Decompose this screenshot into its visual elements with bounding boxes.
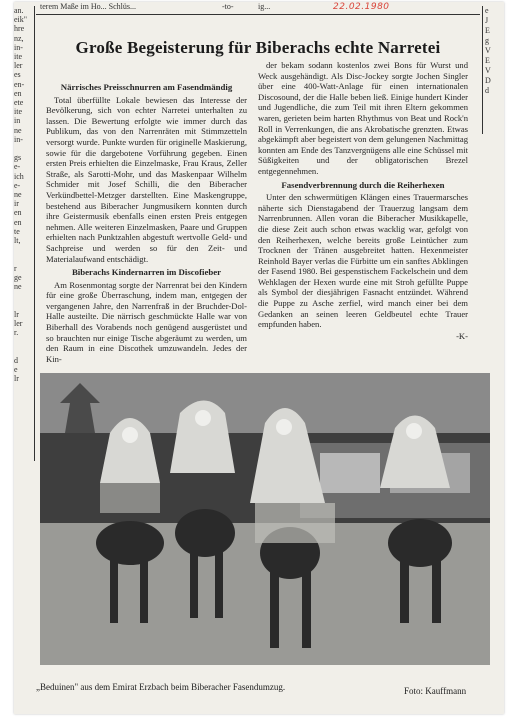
left-fragment-line: ete bbox=[14, 98, 24, 108]
paragraph: der bekam sodann kostenlos zwei Bons für Wurst und Weck ausgehändigt. Als Disc-Jockey sorgte Jochen Singler über eine 400-Watt-Anlage für einen internationalen Discosound, der die Halle beben ließ. Einige hundert Kinder und Jugendliche, die zum Teil mit ihren Eltern gekommen waren, gerieten beim harten Rhythmus von Beat und Rock'n Roll in Verrenkungen, die ans Akrobatische grenzten. Etwas abgekämpft aber begeistert von dem gelungenen Nachmittag konnten am Ende des Tanzvergnügens alle eine Schüssel mit Süßigkeiten und der obligatorischen Brezel entgegennehmen. bbox=[258, 60, 468, 176]
left-fragment-line: ite bbox=[14, 107, 22, 117]
right-fragment-line: g bbox=[485, 36, 489, 45]
right-fragment-line: E bbox=[485, 26, 490, 35]
article-column-left bbox=[46, 60, 247, 364]
right-fragment-line: V bbox=[485, 66, 491, 75]
left-fragment-line: nz, bbox=[14, 33, 24, 43]
paragraph: Am Rosenmontag sorgte der Narrenrat bei den Kindern für eine große Überraschung, indem man, entgegen der vergangenen Jahre, den Narrenfraß in der Bruchder-Dol-Halle austeilte. Die närrisch geschmückte Halle war von Biberhall des Vorabends noch genügend ausgerüstet und so brauchten nur einige Tische abgeräumt zu werden, um den Raum in eine Discothek umzuwandeln. Jedes der Kin- bbox=[46, 279, 247, 364]
left-fragment-line: ne bbox=[14, 282, 22, 292]
left-fragment-line: lt, bbox=[14, 236, 21, 246]
top-strip bbox=[40, 2, 480, 14]
left-fragment-line: in- bbox=[14, 134, 23, 144]
right-fragment-line: D bbox=[485, 76, 491, 85]
left-fragment-line: en bbox=[14, 217, 22, 227]
left-fragment-line: hre bbox=[14, 24, 25, 34]
left-fragment-line: e bbox=[14, 364, 18, 374]
left-fragment-line bbox=[14, 144, 34, 153]
section-heading: Närrisches Preisschnurren am Fasendmändig bbox=[60, 82, 233, 92]
left-fragment-line: ite bbox=[14, 52, 22, 62]
left-fragment-line: es bbox=[14, 70, 21, 80]
left-fragment-line bbox=[14, 347, 34, 356]
paragraph: Unter den schwermütigen Klängen eines Trauermarsches näherte sich Dienstagabend der Trauerzug langsam dem Narrenbrunnen. Allen voran die Biberacher Musikkapelle, die diese Zeit auch schon etwas wacklig war, gefolgt von den Reiherhexen, welche bereits große Leintücher zum Trocknen der Tränen ausgebreitet hatten. Hexenmeister Reinhold Bayer verlas die Fürbitte um ein sanftes Abklingen der Fasend 1980. Bei gespenstischem Fackelschein und dem Wehklagen der Hexen wurde eine mit Stroh gefüllte Puppe als Symbol der diesjährigen Fasnacht entzündet. Während die Puppe zu Asche zerfiel, wird manch einer bei dem Gedanken an seinen leeren Geldbeutel echte Trauer empfunden haben. bbox=[258, 192, 468, 330]
left-fragment-line: d bbox=[14, 355, 18, 365]
paragraph: Total überfüllte Lokale bewiesen das Interesse der Bevölkerung, sich von echter Narretei unterhalten zu lassen. Die Bewertung erfolgte wie immer durch das Publikum, das von den Narrenräten mit Stimmzetteln versorgt wurde. Punkte wurden für originelle Maskierung, sowie für die dargebotene Vorführung gegeben. Einen ersten Preis erhielten die Einzelmaske, Frau Kraus, Zeller Straße, als Sarotti-Mohr, und das Maskenpaar Wilhelm Schmider mit Josef Schilli, die den Biberacher Verkündbettel-Metzger darstellten. Eine Maskengruppe, bestehend aus Biberacher Jungmusikern konnten durch ihre Geistermusik ebenfalls einen ersten Preis entgegen nehmen. Alle weiteren Einzelmasken, Paare und Gruppen erhielten nach Punktzahlen abgestuft wertvolle Geld- und Sachpreise und werden so für den Zeit- und Materialaufwand entschädigt. bbox=[46, 94, 247, 264]
left-fragment-line: e- bbox=[14, 180, 21, 190]
left-fragment-line bbox=[14, 291, 34, 300]
left-fragment-line: ler bbox=[14, 61, 23, 71]
left-fragment-line: gs bbox=[14, 153, 22, 163]
parade-photo-illustration bbox=[40, 373, 490, 665]
left-fragment-line: r. bbox=[14, 328, 19, 338]
left-fragment-line: lr bbox=[14, 309, 19, 319]
photo-credit: Foto: Kauffmann bbox=[404, 686, 467, 696]
left-fragment-line: te bbox=[14, 226, 20, 236]
right-fragment-line: E bbox=[485, 56, 490, 65]
top-strip-left: terem Maße im Ho... Schlüs... bbox=[40, 2, 136, 11]
left-fragment-line: r bbox=[14, 263, 17, 273]
article-column-right bbox=[258, 60, 468, 341]
left-fragment-line bbox=[14, 301, 34, 310]
left-fragment-line: ge bbox=[14, 272, 22, 282]
right-fragment-line: e bbox=[485, 6, 489, 15]
top-strip-right: ig... bbox=[258, 2, 271, 11]
left-fragment-line bbox=[14, 254, 34, 263]
parade-photo bbox=[40, 373, 490, 665]
section-heading: Fasendverbrennung durch die Reiherhexen bbox=[281, 179, 445, 190]
right-column-fragment bbox=[482, 6, 505, 134]
left-fragment-line: en bbox=[14, 208, 22, 218]
photo-caption: „Beduinen" aus dem Emirat Erzbach beim Biberacher Fasendumzug. bbox=[36, 682, 286, 692]
top-strip-mid: -to- bbox=[222, 2, 234, 11]
left-fragment-line: ir bbox=[14, 199, 19, 209]
left-fragment-line: eik" bbox=[14, 15, 28, 25]
handwritten-date: 22.02.1980 bbox=[333, 2, 390, 12]
left-fragment-line bbox=[14, 337, 34, 346]
left-fragment-line: ne bbox=[14, 125, 22, 135]
right-fragment-line: V bbox=[485, 46, 491, 55]
left-fragment-line: e- bbox=[14, 162, 21, 172]
left-fragment-line: en- bbox=[14, 79, 25, 89]
right-fragment-line: J bbox=[485, 16, 489, 25]
left-column-fragment bbox=[14, 6, 35, 461]
left-fragment-line: lr bbox=[14, 374, 19, 384]
left-fragment-line: ne bbox=[14, 190, 22, 200]
left-fragment-line: in- bbox=[14, 42, 23, 52]
left-fragment-line bbox=[14, 245, 34, 254]
section-heading: Biberachs Kindernarren im Discofieber bbox=[71, 267, 222, 278]
author-signature: -K- bbox=[456, 330, 468, 341]
left-fragment-line: an. bbox=[14, 6, 24, 15]
left-fragment-line: in bbox=[14, 116, 21, 126]
left-fragment-line: ler bbox=[14, 318, 23, 328]
headline: Große Begeisterung für Biberachs echte Narretei bbox=[75, 38, 441, 57]
left-fragment-line: en bbox=[14, 88, 22, 98]
right-fragment-line: d bbox=[485, 86, 489, 95]
left-fragment-line: ich bbox=[14, 171, 24, 181]
